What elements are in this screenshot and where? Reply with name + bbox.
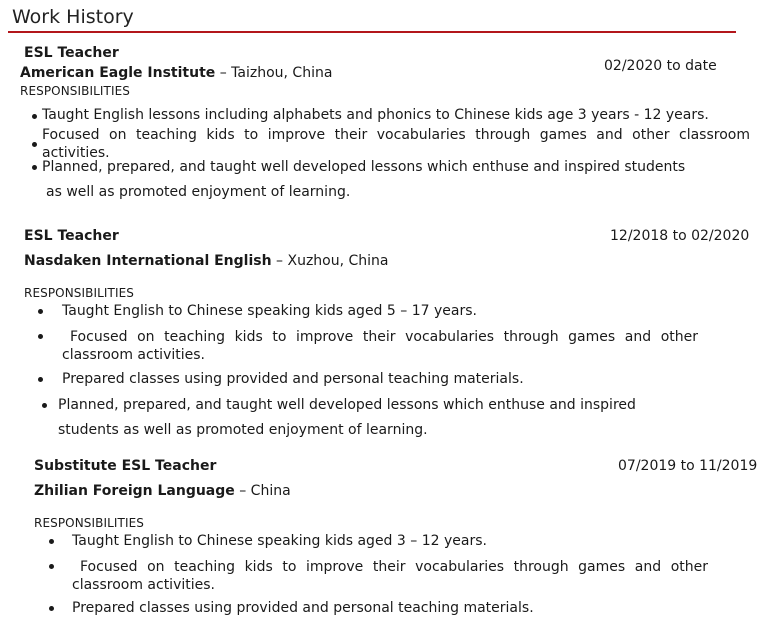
company-name: Zhilian Foreign Language	[34, 483, 235, 499]
bullet-icon	[42, 403, 47, 408]
responsibility-item: Focused on teaching kids to improve their vocabularies through games and other classroom activities.	[72, 559, 708, 593]
bullet-icon	[38, 377, 43, 382]
responsibility-item: Planned, prepared, and taught well developed lessons which enthuse and inspired	[58, 397, 636, 413]
responsibility-item: Focused on teaching kids to improve their vocabularies through games and other classroom activities.	[42, 127, 750, 161]
responsibility-item: Taught English lessons including alphabets and phonics to Chinese kids age 3 years - 12 years.	[42, 107, 709, 123]
responsibilities-label: RESPONSIBILITIES	[24, 286, 135, 300]
bullet-icon	[38, 334, 43, 339]
responsibilities-label: RESPONSIBILITIES	[34, 516, 145, 530]
job-dates: 02/2020 to date	[604, 58, 717, 74]
job-dates: 12/2018 to 02/2020	[610, 228, 750, 244]
bullet-icon	[49, 539, 54, 544]
bullet-icon	[32, 165, 37, 170]
responsibility-item: Focused on teaching kids to improve their vocabularies through games and other classroom activities.	[62, 329, 698, 363]
bullet-icon	[38, 309, 43, 314]
section-title: Work History	[12, 6, 134, 28]
company-location: – Xuzhou, China	[271, 253, 389, 269]
bullet-icon	[32, 142, 37, 147]
responsibilities-label: RESPONSIBILITIES	[20, 84, 131, 98]
job-company-line	[34, 483, 291, 499]
job-company-line	[24, 253, 389, 269]
section-divider	[8, 31, 736, 33]
job-title: ESL Teacher	[24, 228, 119, 244]
responsibility-item: Taught English to Chinese speaking kids aged 3 – 12 years.	[72, 533, 487, 549]
company-name: American Eagle Institute	[20, 65, 216, 81]
responsibility-item: Prepared classes using provided and personal teaching materials.	[72, 600, 534, 616]
responsibility-item: Prepared classes using provided and personal teaching materials.	[62, 371, 524, 387]
job-dates: 07/2019 to 11/2019	[618, 458, 758, 474]
company-location: – China	[234, 483, 291, 499]
bullet-icon	[49, 564, 54, 569]
bullet-icon	[32, 114, 37, 119]
company-location: – Taizhou, China	[215, 65, 333, 81]
responsibility-item-continuation: as well as promoted enjoyment of learning.	[46, 184, 351, 200]
bullet-icon	[49, 606, 54, 611]
job-title: Substitute ESL Teacher	[34, 458, 217, 474]
responsibility-item: Planned, prepared, and taught well developed lessons which enthuse and inspired students	[42, 159, 686, 175]
company-name: Nasdaken International English	[24, 253, 272, 269]
job-title: ESL Teacher	[24, 45, 119, 61]
responsibility-item: Taught English to Chinese speaking kids aged 5 – 17 years.	[62, 303, 477, 319]
job-company-line	[20, 65, 332, 81]
responsibility-item-continuation: students as well as promoted enjoyment of learning.	[58, 422, 428, 438]
